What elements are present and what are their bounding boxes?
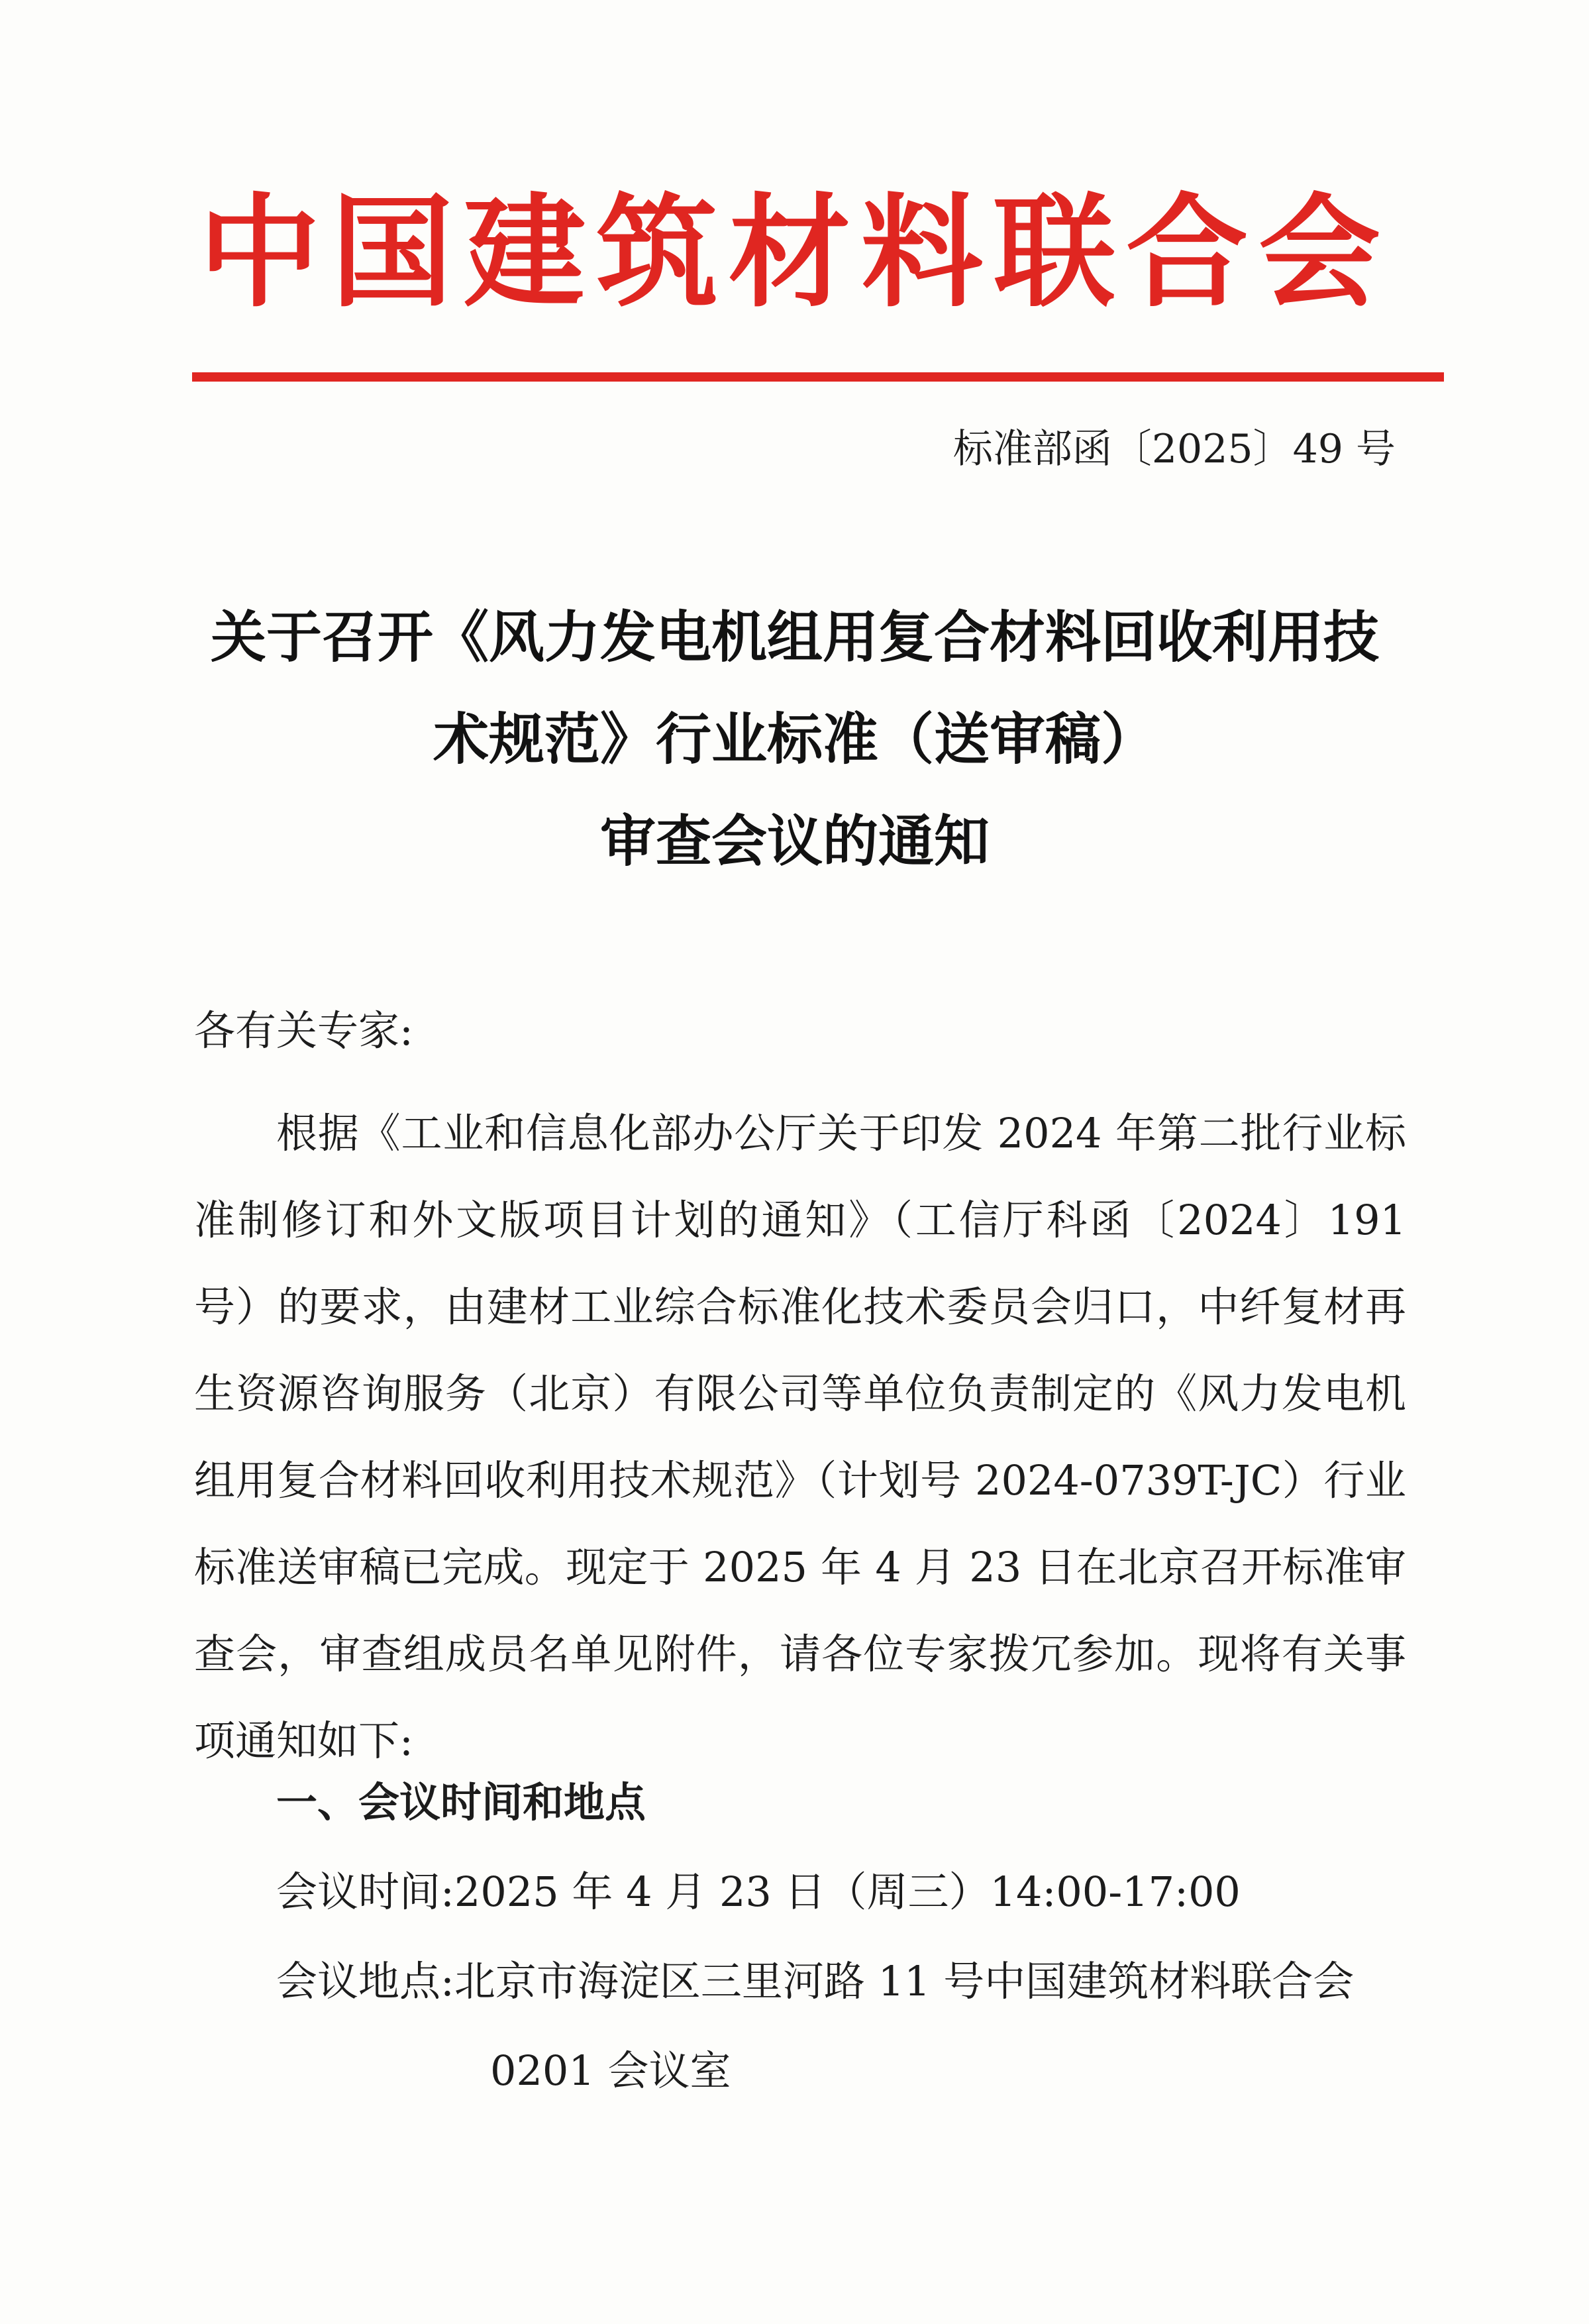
meeting-place <box>276 1957 1355 2005</box>
title-line-3: 审查会议的通知 <box>599 809 990 874</box>
document-number: 标准部函〔2025〕49 号 <box>952 426 1396 472</box>
salutation: 各有关专家: <box>194 1006 413 1055</box>
document-title <box>172 605 1417 916</box>
title-line-2: 术规范》行业标准（送审稿） <box>433 707 1156 772</box>
title-line-1: 关于召开《风力发电机组用复合材料回收利用技 <box>210 605 1379 670</box>
header-red-rule <box>192 372 1444 382</box>
meeting-time-label: 会议时间: <box>276 1868 454 1916</box>
meeting-place-continued: 0201 会议室 <box>490 2046 731 2095</box>
meeting-place-label: 会议地点: <box>276 1957 454 2005</box>
body-paragraph: 根据《工业和信息化部办公厅关于印发 2024 年第二批行业标准制修订和外文版项目计划的通知》（工信厅科函〔2024〕191 号）的要求，由建材工业综合标准化技术委员会归口，中纤复材再生资源咨询服务（北京）有限公司等单位负责制定的《风力发电机组用复合材料回收利用技术规范》（计划号 2024-0739T-JC）行业标准送审稿已完成。现定于 2025 年 4 月 23 日在北京召开标准审查会，审查组成员名单见附件，请各位专家拨冗参加。现将有关事项通知如下: <box>194 1109 1406 1765</box>
meeting-time <box>276 1868 1241 1916</box>
organization-name: 中国建筑材料联合会 <box>199 182 1392 324</box>
meeting-place-value: 北京市海淀区三里河路 11 号中国建筑材料联合会 <box>454 1957 1355 2005</box>
section-heading: 一、会议时间和地点 <box>276 1778 646 1826</box>
meeting-time-value: 2025 年 4 月 23 日（周三）14:00-17:00 <box>454 1868 1241 1916</box>
